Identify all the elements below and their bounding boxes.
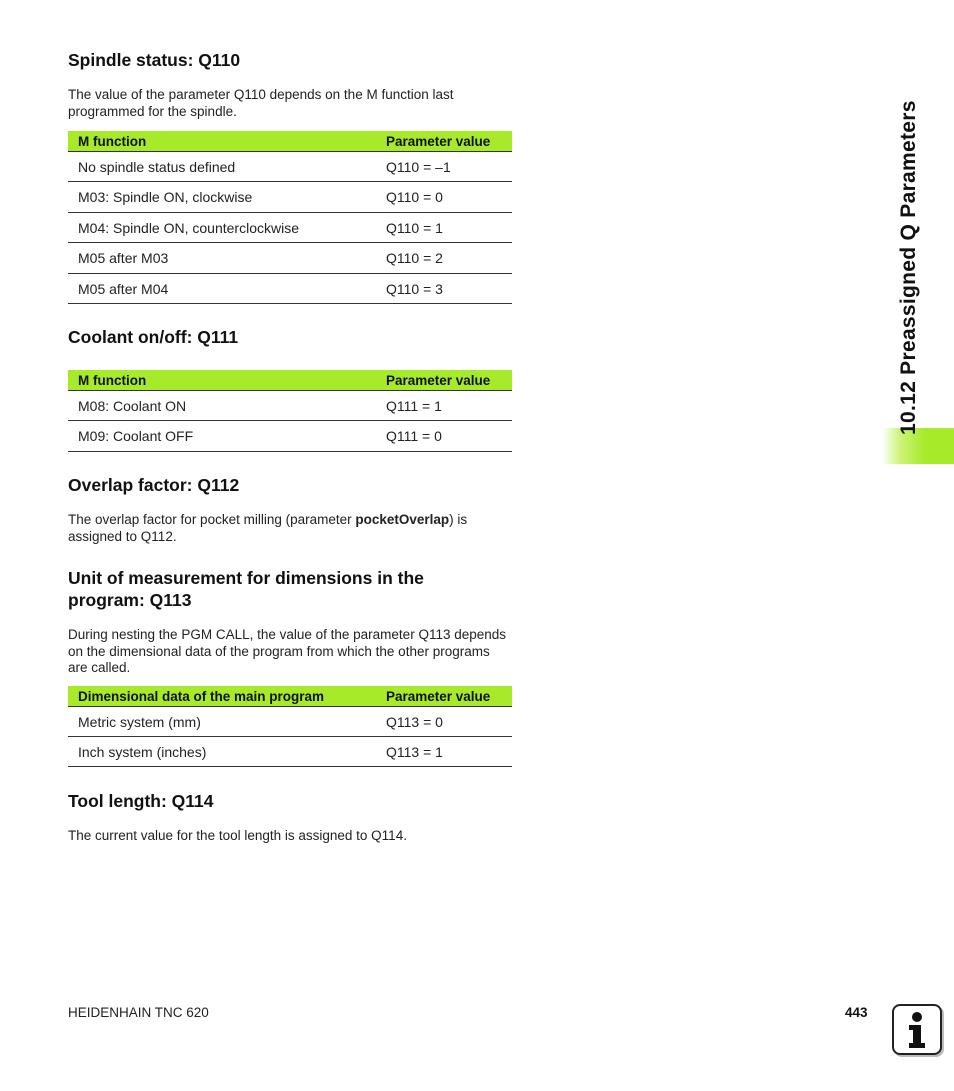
table-row <box>68 707 512 737</box>
parameter-name: pocketOverlap <box>355 512 450 527</box>
table-cell: Q110 = 2 <box>377 243 512 274</box>
table-cell: No spindle status defined <box>68 152 377 182</box>
table-row <box>68 182 512 213</box>
table-cell: Q111 = 0 <box>377 421 512 452</box>
section-heading-unit <box>68 567 512 611</box>
heading-line: Unit of measurement for dimensions in the <box>68 568 424 588</box>
section-text-tool: The current value for the tool length is assigned to Q114. <box>68 828 407 843</box>
table-cell: Inch system (inches) <box>68 737 377 767</box>
info-icon <box>892 1004 942 1055</box>
table-cell: M04: Spindle ON, counterclockwise <box>68 213 377 243</box>
table-cell: Q111 = 1 <box>377 391 512 421</box>
table-cell: M03: Spindle ON, clockwise <box>68 182 377 213</box>
table-header-row <box>68 370 512 391</box>
table-row <box>68 737 512 767</box>
section-text-overlap <box>68 512 508 545</box>
table-row <box>68 391 512 421</box>
section-text-unit: During nesting the PGM CALL, the value of the parameter Q113 depends on the dimensional data of the program from which the other programs are called. <box>68 627 507 675</box>
chapter-title: 10.12 Preassigned Q Parameters <box>897 100 920 435</box>
column-header: Dimensional data of the main program <box>68 686 377 707</box>
table-header-row <box>68 686 512 707</box>
page-number: 443 <box>845 1005 868 1020</box>
table-cell: Q113 = 0 <box>377 707 512 737</box>
table-row <box>68 274 512 304</box>
spindle-table <box>68 131 512 304</box>
table-cell: Metric system (mm) <box>68 707 377 737</box>
table-cell: Q110 = 0 <box>377 182 512 213</box>
footer-product: HEIDENHAIN TNC 620 <box>68 1005 209 1020</box>
table-cell: M08: Coolant ON <box>68 391 377 421</box>
unit-table <box>68 686 512 767</box>
section-heading-spindle: Spindle status: Q110 <box>68 50 241 70</box>
table-cell: M05 after M03 <box>68 243 377 274</box>
column-header: Parameter value <box>377 686 512 707</box>
table-row <box>68 243 512 274</box>
table-cell: M05 after M04 <box>68 274 377 304</box>
table-row <box>68 421 512 452</box>
table-row <box>68 213 512 243</box>
section-heading-overlap: Overlap factor: Q112 <box>68 475 240 495</box>
column-header: M function <box>68 131 377 152</box>
heading-line: program: Q113 <box>68 590 192 610</box>
table-cell: Q110 = 1 <box>377 213 512 243</box>
table-row <box>68 152 512 182</box>
table-cell: Q113 = 1 <box>377 737 512 767</box>
section-heading-tool: Tool length: Q114 <box>68 791 214 811</box>
column-header: M function <box>68 370 377 391</box>
coolant-table <box>68 370 512 452</box>
column-header: Parameter value <box>377 131 512 152</box>
section-text-spindle: The value of the parameter Q110 depends on the M function last programmed for the spindle. <box>68 87 454 119</box>
overlap-text-after: ) is assigned to Q112. <box>68 512 468 544</box>
table-cell: Q110 = 3 <box>377 274 512 304</box>
overlap-text-before: The overlap factor for pocket milling (parameter <box>68 512 356 527</box>
section-heading-coolant: Coolant on/off: Q111 <box>68 327 239 347</box>
table-header-row <box>68 131 512 152</box>
column-header: Parameter value <box>377 370 512 391</box>
table-cell: M09: Coolant OFF <box>68 421 377 452</box>
info-glyph <box>894 1006 940 1053</box>
table-cell: Q110 = –1 <box>377 152 512 182</box>
